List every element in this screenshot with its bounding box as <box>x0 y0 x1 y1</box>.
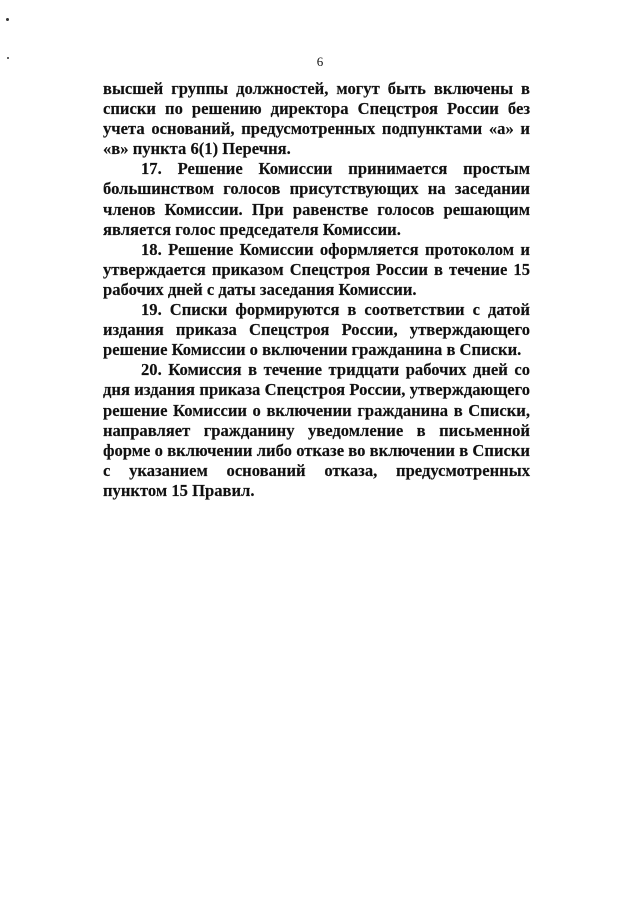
document-body <box>103 79 530 501</box>
paragraph-18: 18. Решение Комиссии оформляется протоколом и утверждается приказом Спецстроя России в течение 15 рабочих дней с даты заседания Комиссии. <box>103 239 530 299</box>
paragraph-19: 19. Списки формируются в соответствии с датой издания приказа Спецстроя России, утверждающего решение Комиссии о включении гражданина в Списки. <box>103 300 530 360</box>
page-number: 6 <box>316 54 324 69</box>
scan-speck <box>6 18 9 21</box>
paragraph-17: 17. Решение Комиссии принимается простым большинством голосов присутствующих на заседании членов Комиссии. При равенстве голосов решающим является голос председателя Комиссии. <box>103 159 530 239</box>
paragraph-continued: высшей группы должностей, могут быть включены в списки по решению директора Спецстроя России без учета оснований, предусмотренных подпунктами «а» и «в» пункта 6(1) Перечня. <box>103 79 530 159</box>
paragraph-20: 20. Комиссия в течение тридцати рабочих дней со дня издания приказа Спецстроя России, утверждающего решение Комиссии о включении гражданина в Списки, направляет гражданину уведомление в письменной форме о включении либо отказе во включении в Списки с указанием оснований отказа, предусмотренных пунктом 15 Правил. <box>103 360 530 500</box>
